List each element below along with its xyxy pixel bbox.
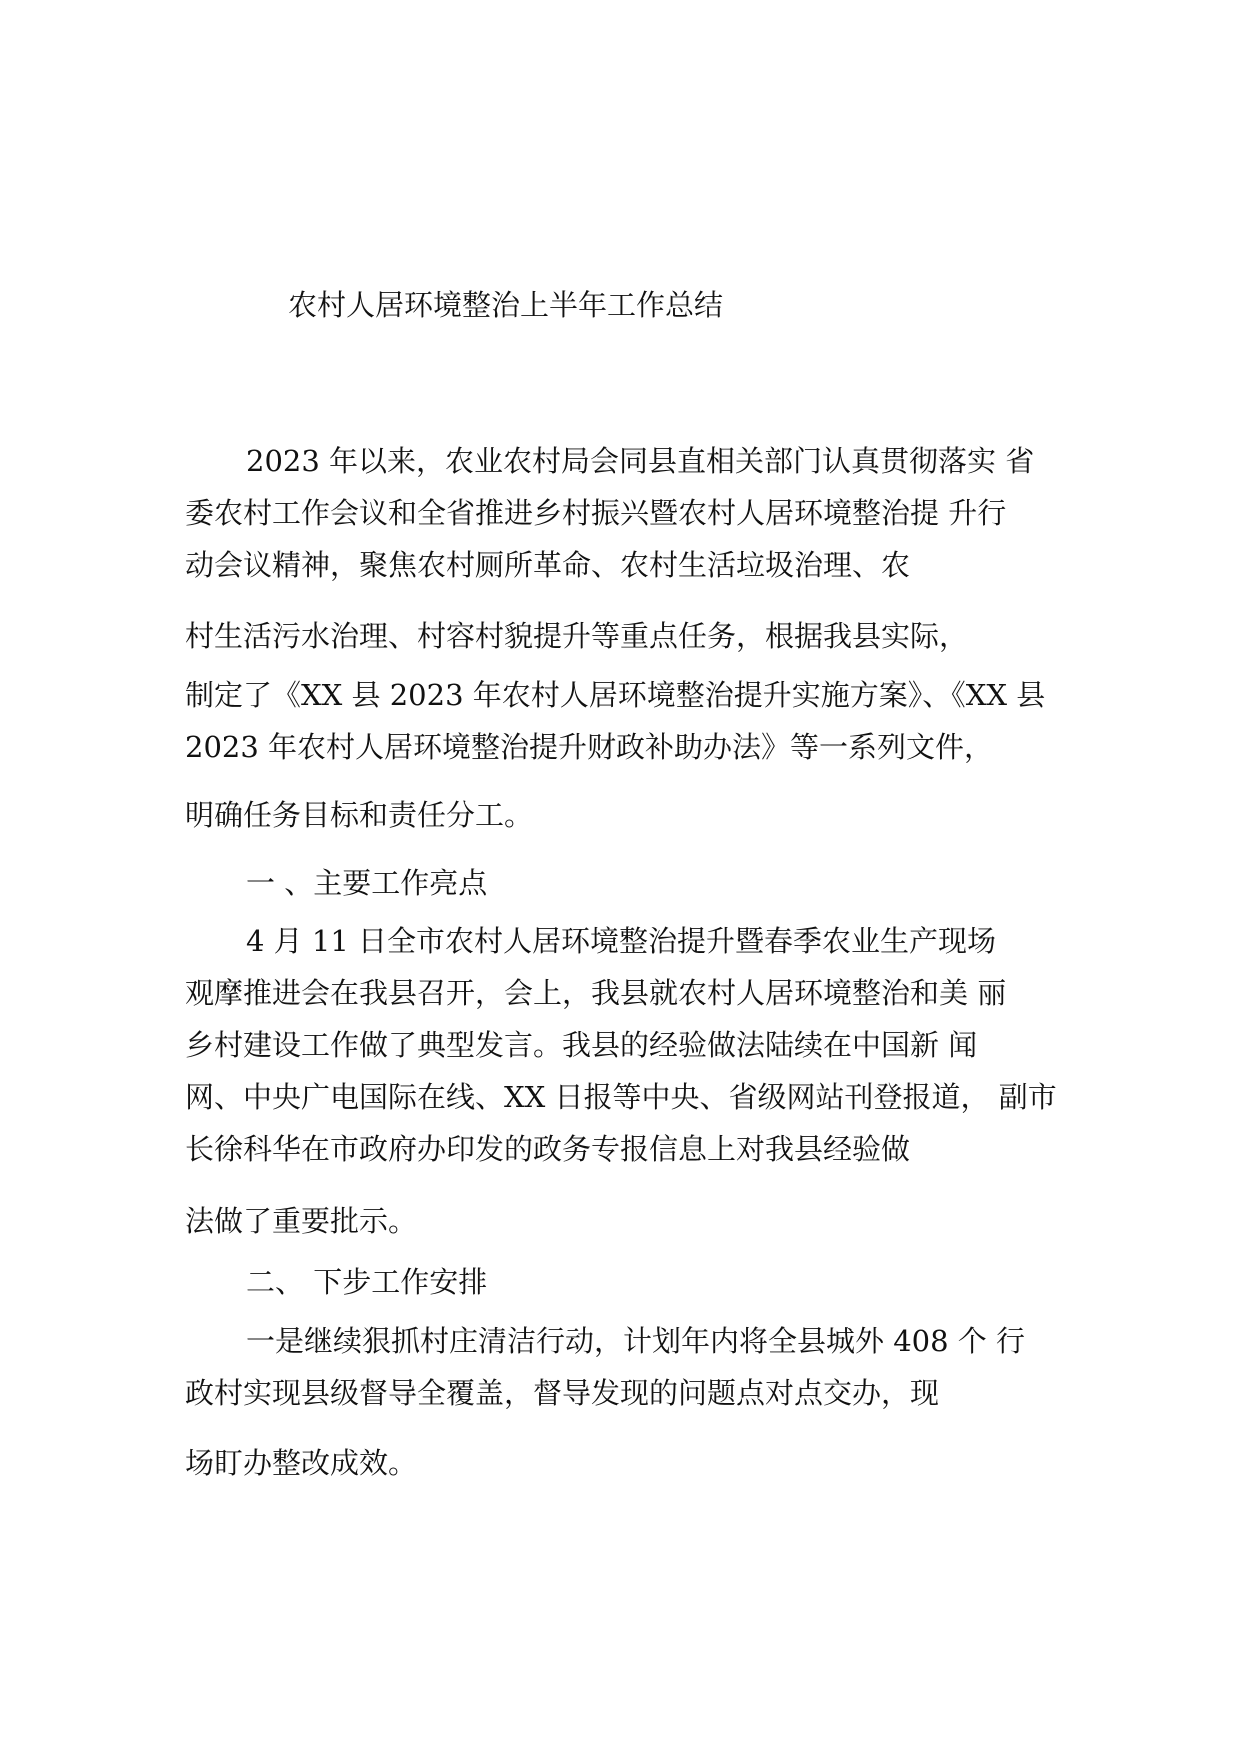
- document-title: 农村人居环境整治上半年工作总结: [288, 288, 724, 322]
- paragraph-line: 明确任务目标和责任分工。: [185, 798, 534, 832]
- paragraph-line: 长徐科华在市政府办印发的政务专报信息上对我县经验做: [185, 1132, 911, 1166]
- paragraph-line: 4 月 11 日全市农村人居环境整治提升暨春季农业生产现场: [246, 924, 997, 958]
- paragraph-line: 一是继续狠抓村庄清洁行动，计划年内将全县城外 408 个 行: [246, 1324, 1026, 1358]
- paragraph-line: 委农村工作会议和全省推进乡村振兴暨农村人居环境整治提 升行: [185, 496, 1007, 530]
- section-heading: 一 、主要工作亮点: [246, 866, 488, 900]
- paragraph-line: 观摩推进会在我县召开，会上，我县就农村人居环境整治和美 丽: [185, 976, 1007, 1010]
- paragraph-line: 政村实现县级督导全覆盖，督导发现的问题点对点交办，现: [185, 1376, 940, 1410]
- section-heading: 二、 下步工作安排: [246, 1265, 488, 1299]
- paragraph-line: 动会议精神，聚焦农村厕所革命、农村生活垃圾治理、农: [185, 548, 911, 582]
- paragraph-line: 场盯办整改成效。: [185, 1446, 418, 1480]
- paragraph-line: 村生活污水治理、村容村貌提升等重点任务，根据我县实际，: [185, 619, 969, 653]
- paragraph-line: 网、中央广电国际在线、XX 日报等中央、省级网站刊登报道， 副市: [185, 1080, 1057, 1114]
- paragraph-line: 2023 年农村人居环境整治提升财政补助办法》等一系列文件，: [185, 730, 994, 764]
- paragraph-line: 制定了《XX 县 2023 年农村人居环境整治提升实施方案》、《XX 县: [185, 678, 1046, 712]
- paragraph-line: 乡村建设工作做了典型发言。我县的经验做法陆续在中国新 闻: [185, 1028, 978, 1062]
- paragraph-line: 2023 年以来，农业农村局会同县直相关部门认真贯彻落实 省: [246, 444, 1035, 478]
- paragraph-line: 法做了重要批示。: [185, 1204, 418, 1238]
